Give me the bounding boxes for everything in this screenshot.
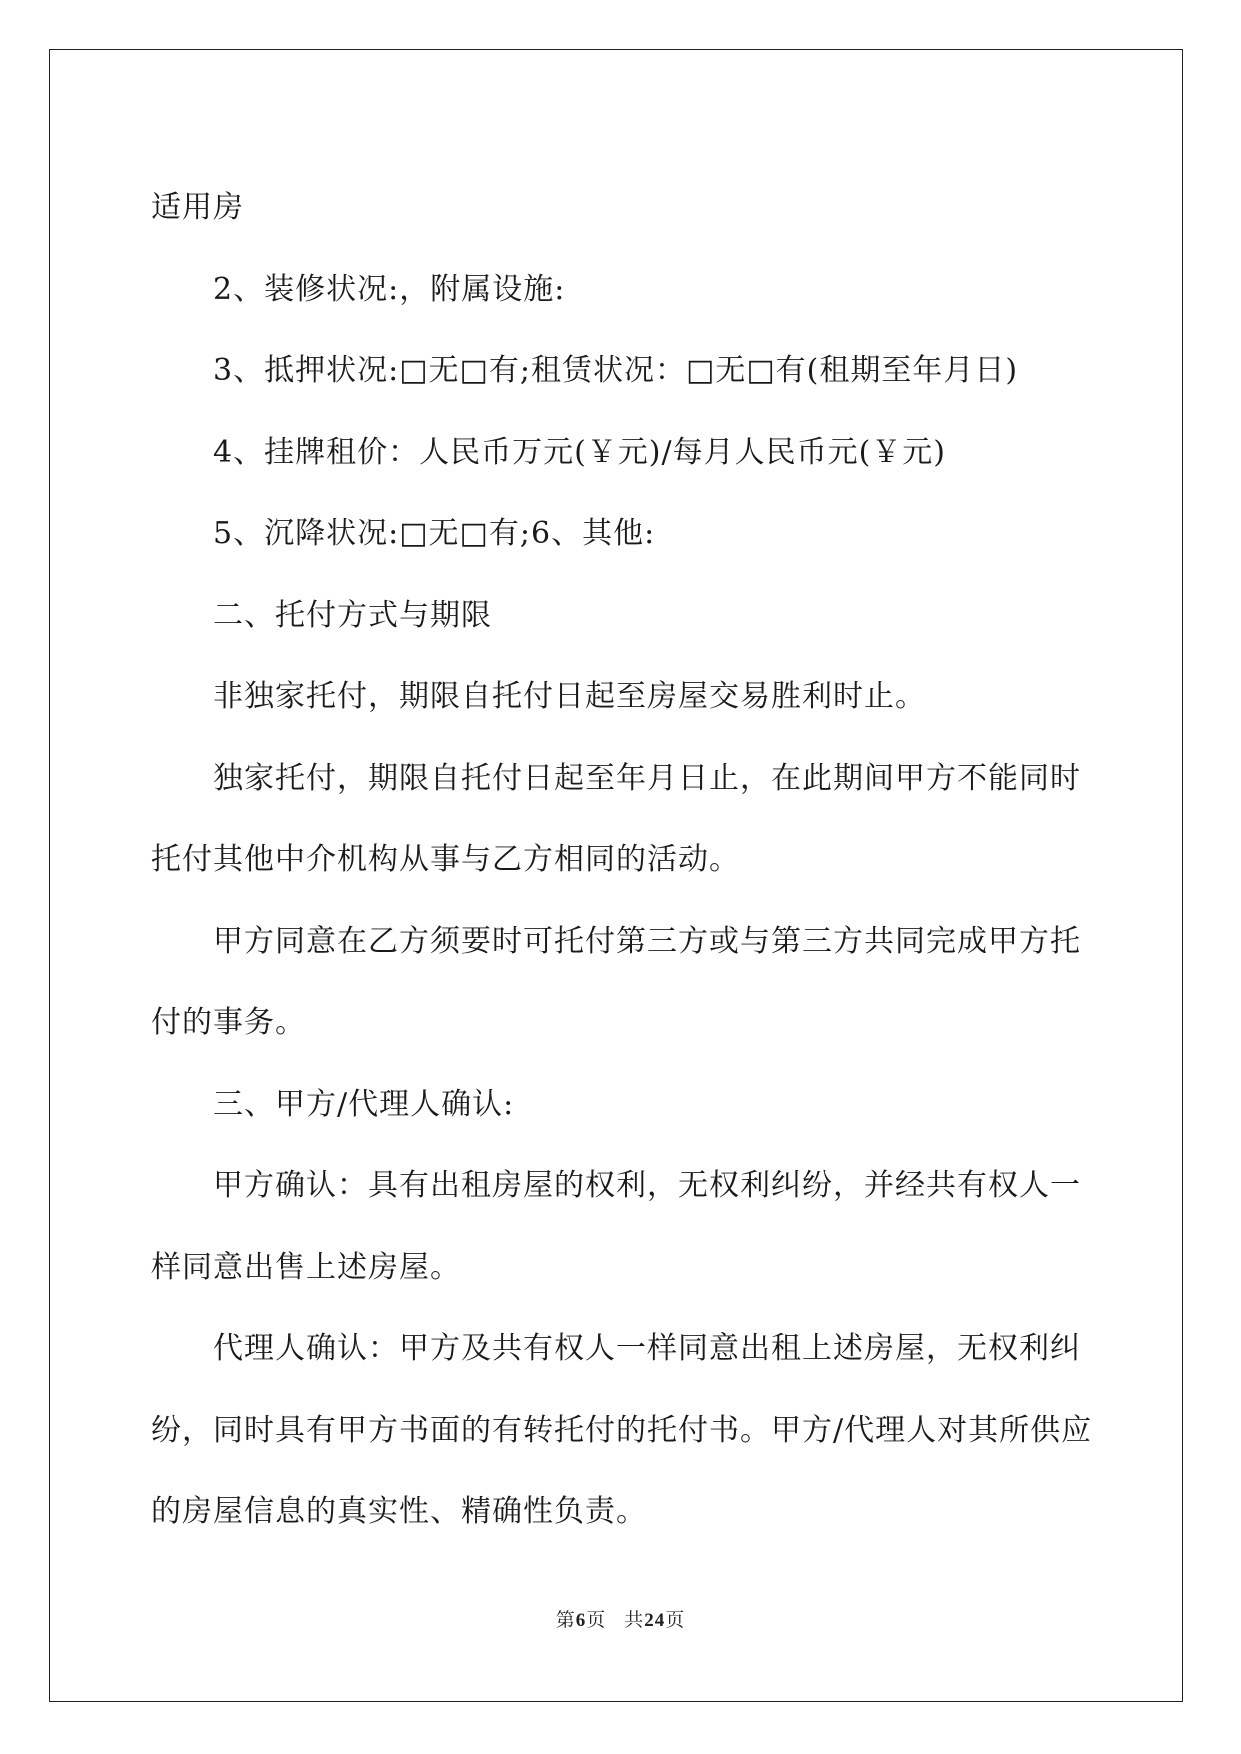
total-prefix: 共 (624, 1610, 645, 1631)
page-prefix: 第 (555, 1610, 576, 1631)
document-body (151, 167, 1093, 1553)
text-line-1: 适用房 (151, 190, 244, 225)
text-line-15: 代理人确认：甲方及共有权人一样同意出租上述房屋，无权利纠 (213, 1331, 1081, 1366)
page-footer (0, 1605, 1241, 1632)
text-line-10: 甲方同意在乙方须要时可托付第三方或与第三方共同完成甲方托 (213, 923, 1081, 959)
page-suffix: 页 (586, 1610, 607, 1631)
text-line-9: 托付其他中介机构从事与乙方相同的活动。 (151, 842, 740, 877)
text-line-11: 付的事务。 (151, 1005, 306, 1040)
section-heading-2: 二、托付方式与期限 (213, 597, 492, 633)
text-line-2: 2、装修状况:，附属设施: (213, 271, 566, 307)
text-line-16: 纷，同时具有甲方书面的有转托付的托付书。甲方/代理人对其所供应 (151, 1412, 1093, 1448)
text-line-17: 的房屋信息的真实性、精确性负责。 (151, 1494, 647, 1529)
text-line-8: 独家托付，期限自托付日起至年月日止，在此期间甲方不能同时 (213, 760, 1081, 796)
total-suffix: 页 (665, 1610, 686, 1631)
text-line-3: 3、抵押状况:□无□有;租赁状况：□无□有(租期至年月日) (213, 353, 1019, 388)
section-heading-3: 三、甲方/代理人确认: (213, 1086, 515, 1122)
text-line-4: 4、挂牌租价：人民币万元(￥元)/每月人民币元(￥元) (213, 434, 947, 470)
text-line-5: 5、沉降状况:□无□有;6、其他: (213, 516, 656, 551)
total-pages: 24 (644, 1610, 666, 1631)
text-line-13: 甲方确认：具有出租房屋的权利，无权利纠纷，并经共有权人一 (213, 1168, 1081, 1203)
page-number: 6 (575, 1610, 587, 1631)
text-line-7: 非独家托付，期限自托付日起至房屋交易胜利时止。 (213, 679, 926, 714)
text-line-14: 样同意出售上述房屋。 (151, 1249, 461, 1285)
